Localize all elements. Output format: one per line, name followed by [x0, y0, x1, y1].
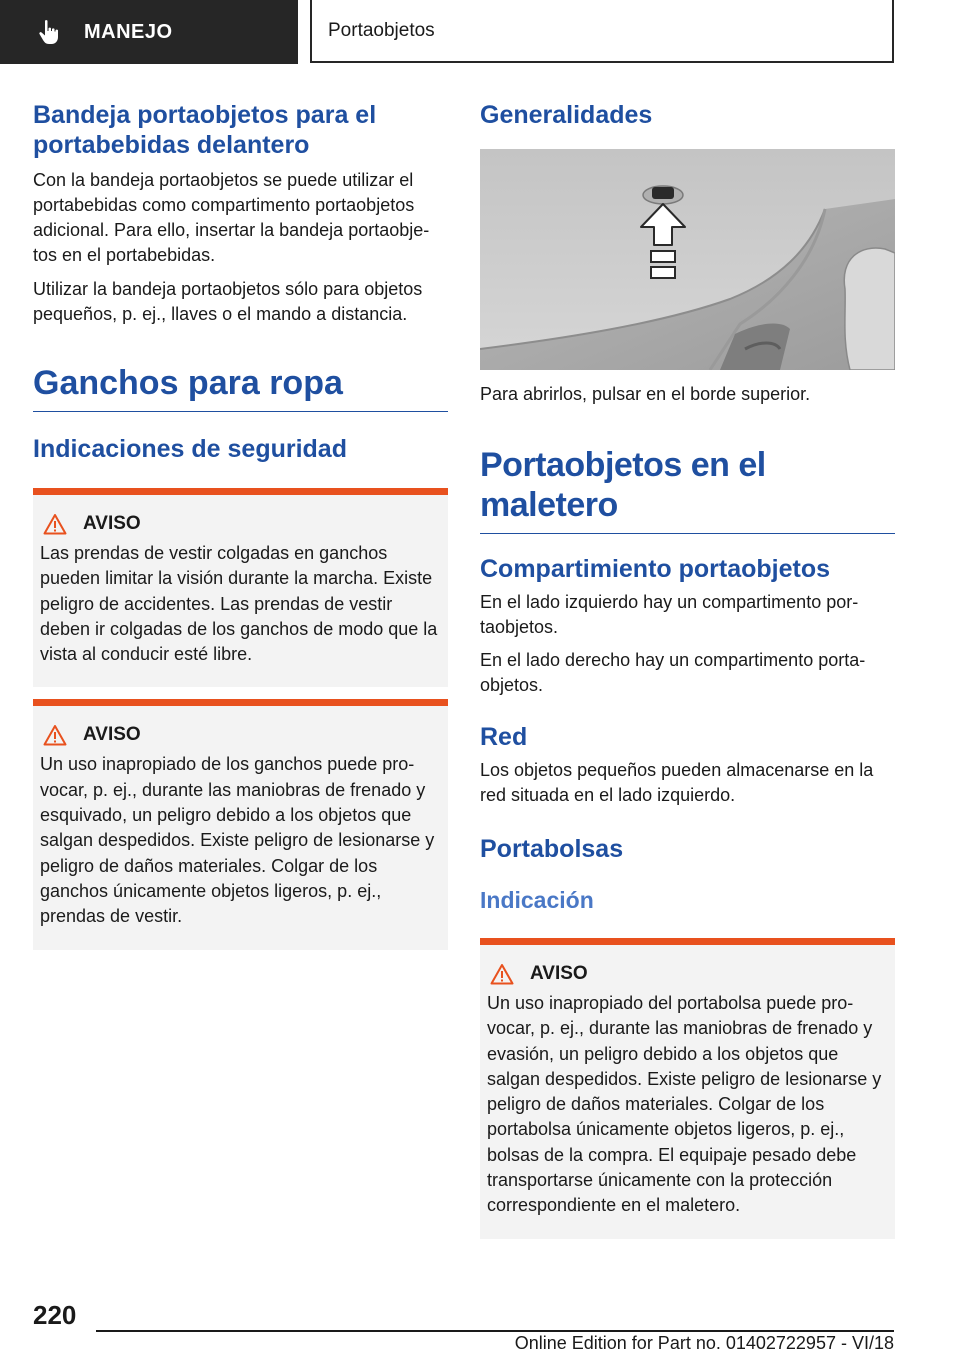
warning-triangle-icon: [43, 724, 67, 746]
warning-triangle-icon: [490, 963, 514, 985]
edition-info: Online Edition for Part no. 01402722957 - VI/18: [514, 1333, 894, 1353]
warning-text: Un uso inapropiado de los ganchos puede pro‐vocar, p. ej., durante las maniobras de frenado y esquivado, un peligro debido a los objetos que salgan despedidos. Existe peligro de lesionarse y peligro de daños materiales. Colgar de los ganchos únicamente objetos ligeros, p. ej., prendas de vestir.: [40, 754, 435, 927]
paragraph: Con la bandeja portaobjetos se puede utilizar el portabebidas como compartimento portaobjetos adicional. Para ello, insertar la bandeja portaobje‐tos en el portabebidas.: [33, 170, 430, 265]
warning-text: Un uso inapropiado del portabolsa puede pro‐vocar, p. ej., durante las maniobras de frenado y evasión, un peligro debido a los objetos que salgan despedidos. Existe peligro de lesionarse y peligro de daños materiales. Colgar de los portabolsa únicamente objetos ligeros, p. ej., bolsas de la compra. El equipaje pesado debe transportarse únicamente con la protección correspondiente en el maletero.: [487, 993, 882, 1216]
section-tab[interactable]: [0, 0, 298, 64]
section-heading-portabolsas: Portabolsas: [480, 835, 624, 863]
warning-box: [33, 699, 448, 949]
warning-triangle-icon: [43, 513, 67, 535]
section-heading-bandeja: Bandeja portaobjetos para el portabebidas delantero: [33, 101, 377, 159]
left-column: [33, 100, 448, 950]
footer-divider: [96, 1330, 894, 1332]
hand-pointer-icon: [36, 18, 64, 46]
figure-caption: Para abrirlos, pulsar en el borde superior.: [480, 384, 811, 404]
warning-box: [33, 488, 448, 687]
page-number: 220: [33, 1300, 77, 1330]
section-heading-generalidades: Generalidades: [480, 101, 653, 129]
chapter-heading-ganchos: Ganchos para ropa: [33, 363, 448, 412]
section-label: MANEJO: [84, 20, 173, 43]
section-heading-red: Red: [480, 723, 528, 751]
warning-box: [480, 938, 895, 1239]
paragraph: En el lado derecho hay un compartimento porta‐objetos.: [480, 650, 866, 695]
paragraph: En el lado izquierdo hay un compartimento por‐taobjetos.: [480, 592, 859, 637]
subheading-indicacion: Indicación: [480, 887, 594, 913]
section-heading-compartimiento: Compartimiento portaobjetos: [480, 555, 831, 583]
illustration-coat-hook: [480, 149, 895, 370]
chapter-heading-maletero: Portaobjetos en el maletero: [480, 445, 895, 534]
chapter-label: Portaobjetos: [328, 19, 435, 41]
warning-title: AVISO: [83, 724, 141, 746]
warning-text: Las prendas de vestir colgadas en ganchos pueden limitar la visión durante la marcha. Existe peligro de accidentes. Las prendas de vestir deben ir colgadas de los ganchos de modo que la vista al conducir esté libre.: [40, 543, 438, 665]
warning-title: AVISO: [530, 963, 588, 984]
warning-title: AVISO: [83, 513, 141, 534]
paragraph: Utilizar la bandeja portaobjetos sólo para objetos pequeños, p. ej., llaves o el mando a distancia.: [33, 279, 423, 324]
chapter-tab[interactable]: [310, 0, 894, 63]
right-column: [480, 100, 895, 1239]
coat-hook-illustration: [480, 149, 895, 370]
paragraph: Los objetos pequeños pueden almacenarse en la red situada en el lado izquierdo.: [480, 760, 874, 805]
section-heading-seguridad: Indicaciones de seguridad: [33, 435, 347, 463]
